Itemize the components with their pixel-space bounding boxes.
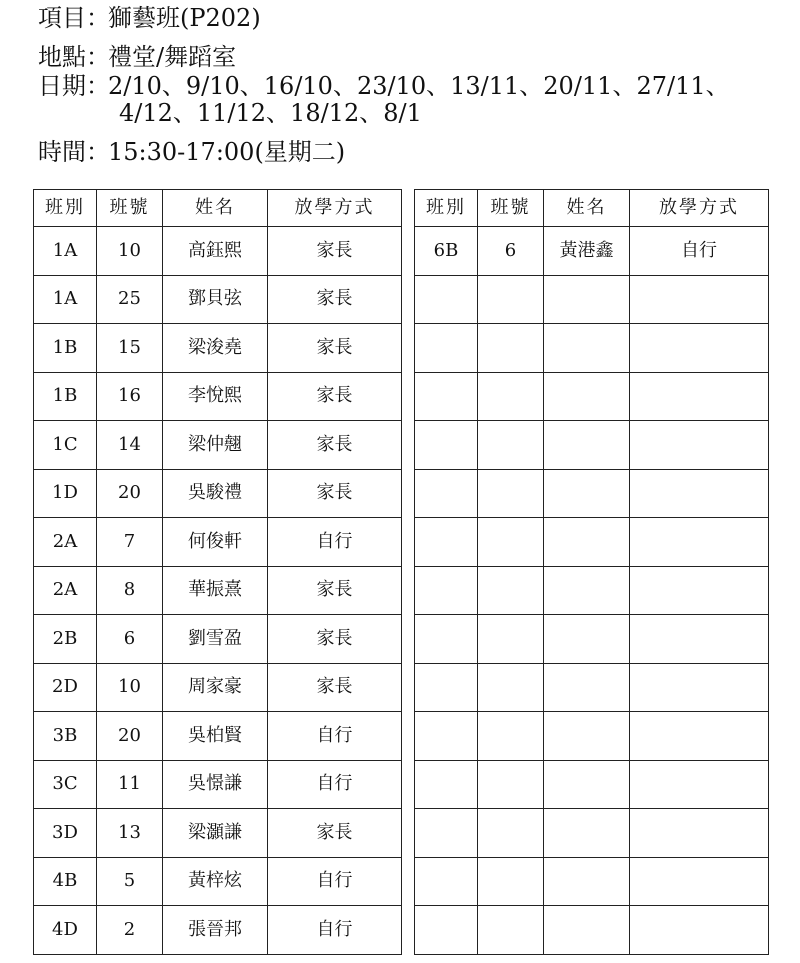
dates-value-line2: 4/12、11/12、18/12、8/1: [119, 99, 422, 127]
cell-class: 1D: [34, 469, 97, 518]
cell-class: [415, 615, 478, 664]
cell-dismissal: 自行: [268, 712, 402, 761]
cell-name: [544, 469, 630, 518]
cell-dismissal: 家長: [268, 469, 402, 518]
table-row: [34, 518, 402, 567]
table-header-row: [415, 190, 769, 227]
table-row: [415, 663, 769, 712]
colon: ：: [86, 72, 110, 100]
cell-number: 10: [97, 663, 163, 712]
cell-name: [544, 324, 630, 373]
cell-class: [415, 324, 478, 373]
table-row: [415, 372, 769, 421]
cell-name: 華振熹: [163, 566, 268, 615]
table-row: [415, 712, 769, 761]
table-row: [415, 469, 769, 518]
cell-name: 鄧貝弦: [163, 275, 268, 324]
cell-class: [415, 469, 478, 518]
item-line: [38, 4, 261, 32]
cell-number: 6: [97, 615, 163, 664]
cell-dismissal: 自行: [268, 760, 402, 809]
cell-class: 4D: [34, 906, 97, 955]
cell-number: [478, 566, 544, 615]
col-header-name: 姓名: [163, 190, 268, 227]
table-row: [415, 809, 769, 858]
table-row: [415, 518, 769, 567]
cell-number: 25: [97, 275, 163, 324]
cell-class: 2A: [34, 566, 97, 615]
cell-number: 20: [97, 712, 163, 761]
cell-number: 2: [97, 906, 163, 955]
cell-class: 4B: [34, 857, 97, 906]
cell-number: 8: [97, 566, 163, 615]
cell-number: 20: [97, 469, 163, 518]
cell-name: 吳憬謙: [163, 760, 268, 809]
cell-dismissal: [630, 469, 769, 518]
cell-name: 李悅熙: [163, 372, 268, 421]
table-row: [415, 615, 769, 664]
time-value: 15:30-17:00(星期二): [108, 138, 346, 166]
cell-number: [478, 663, 544, 712]
cell-number: 16: [97, 372, 163, 421]
cell-dismissal: 家長: [268, 227, 402, 276]
cell-class: [415, 712, 478, 761]
cell-class: [415, 663, 478, 712]
colon: ：: [86, 43, 110, 71]
dates-label: 日期: [38, 72, 86, 100]
cell-dismissal: 家長: [268, 421, 402, 470]
cell-number: 5: [97, 857, 163, 906]
cell-number: [478, 275, 544, 324]
col-header-name: 姓名: [544, 190, 630, 227]
table-row: [34, 760, 402, 809]
cell-name: 張晉邦: [163, 906, 268, 955]
cell-number: 7: [97, 518, 163, 567]
cell-number: [478, 518, 544, 567]
cell-number: 11: [97, 760, 163, 809]
cell-name: 梁浚堯: [163, 324, 268, 373]
cell-number: [478, 469, 544, 518]
cell-name: 劉雪盈: [163, 615, 268, 664]
cell-number: 6: [478, 227, 544, 276]
cell-dismissal: [630, 615, 769, 664]
cell-dismissal: [630, 760, 769, 809]
cell-dismissal: [630, 324, 769, 373]
table-row: [415, 324, 769, 373]
cell-class: [415, 372, 478, 421]
table-row: [415, 227, 769, 276]
cell-class: 2A: [34, 518, 97, 567]
cell-number: [478, 906, 544, 955]
cell-dismissal: [630, 421, 769, 470]
cell-number: [478, 324, 544, 373]
cell-name: [544, 809, 630, 858]
cell-dismissal: [630, 372, 769, 421]
cell-name: [544, 372, 630, 421]
cell-name: [544, 518, 630, 567]
cell-number: [478, 760, 544, 809]
cell-number: [478, 857, 544, 906]
cell-dismissal: [630, 275, 769, 324]
cell-dismissal: [630, 712, 769, 761]
cell-class: 1B: [34, 324, 97, 373]
cell-number: [478, 421, 544, 470]
table-row: [34, 227, 402, 276]
cell-class: [415, 809, 478, 858]
table-row: [34, 712, 402, 761]
table-header-row: [34, 190, 402, 227]
cell-name: 周家豪: [163, 663, 268, 712]
cell-dismissal: 家長: [268, 324, 402, 373]
cell-class: 2B: [34, 615, 97, 664]
cell-class: [415, 566, 478, 615]
cell-dismissal: 自行: [630, 227, 769, 276]
cell-name: 何俊軒: [163, 518, 268, 567]
col-header-dismissal: 放學方式: [268, 190, 402, 227]
table-row: [34, 566, 402, 615]
col-header-number: 班號: [97, 190, 163, 227]
cell-number: [478, 615, 544, 664]
time-line: [38, 138, 345, 166]
table-row: [415, 906, 769, 955]
location-value: 禮堂/舞蹈室: [108, 43, 237, 71]
cell-dismissal: 家長: [268, 566, 402, 615]
cell-name: 吳駿禮: [163, 469, 268, 518]
cell-name: [544, 712, 630, 761]
col-header-class: 班別: [34, 190, 97, 227]
cell-class: 2D: [34, 663, 97, 712]
cell-dismissal: 自行: [268, 906, 402, 955]
cell-class: [415, 760, 478, 809]
cell-name: 高鈺熙: [163, 227, 268, 276]
col-header-class: 班別: [415, 190, 478, 227]
table-row: [34, 324, 402, 373]
cell-dismissal: [630, 906, 769, 955]
cell-class: 3C: [34, 760, 97, 809]
cell-class: 3B: [34, 712, 97, 761]
cell-number: 14: [97, 421, 163, 470]
cell-class: [415, 421, 478, 470]
cell-dismissal: 自行: [268, 518, 402, 567]
cell-name: 吳柏賢: [163, 712, 268, 761]
table-row: [415, 857, 769, 906]
cell-number: 10: [97, 227, 163, 276]
cell-dismissal: [630, 663, 769, 712]
colon: ：: [86, 4, 110, 32]
table-row: [415, 275, 769, 324]
location-line: [38, 43, 236, 71]
cell-class: [415, 518, 478, 567]
cell-name: [544, 857, 630, 906]
colon: ：: [86, 138, 110, 166]
cell-name: [544, 663, 630, 712]
roster-table-right: [414, 189, 769, 955]
dates-line: [38, 72, 730, 100]
cell-class: 1A: [34, 275, 97, 324]
cell-dismissal: [630, 857, 769, 906]
cell-class: 3D: [34, 809, 97, 858]
table-row: [34, 906, 402, 955]
cell-dismissal: 家長: [268, 372, 402, 421]
time-label: 時間: [38, 138, 86, 166]
cell-number: [478, 809, 544, 858]
cell-dismissal: 自行: [268, 857, 402, 906]
cell-dismissal: 家長: [268, 275, 402, 324]
cell-name: [544, 760, 630, 809]
cell-class: 1C: [34, 421, 97, 470]
cell-number: 13: [97, 809, 163, 858]
item-label: 項目: [38, 4, 86, 32]
cell-class: 1B: [34, 372, 97, 421]
table-row: [34, 469, 402, 518]
cell-name: [544, 566, 630, 615]
table-row: [415, 421, 769, 470]
location-label: 地點: [38, 43, 86, 71]
cell-number: [478, 712, 544, 761]
cell-name: [544, 906, 630, 955]
table-row: [34, 275, 402, 324]
cell-class: [415, 906, 478, 955]
cell-name: 黃港鑫: [544, 227, 630, 276]
cell-class: [415, 857, 478, 906]
cell-dismissal: [630, 518, 769, 567]
cell-number: 15: [97, 324, 163, 373]
table-row: [415, 566, 769, 615]
table-row: [34, 615, 402, 664]
roster-table-left: [33, 189, 402, 955]
cell-name: [544, 275, 630, 324]
dates-value-line1: 2/10、9/10、16/10、23/10、13/11、20/11、27/11、: [108, 72, 730, 100]
cell-name: 梁灝謙: [163, 809, 268, 858]
col-header-dismissal: 放學方式: [630, 190, 769, 227]
cell-class: 1A: [34, 227, 97, 276]
table-row: [415, 760, 769, 809]
table-row: [34, 857, 402, 906]
table-row: [34, 663, 402, 712]
cell-dismissal: 家長: [268, 615, 402, 664]
cell-number: [478, 372, 544, 421]
cell-name: 黃梓炫: [163, 857, 268, 906]
col-header-number: 班號: [478, 190, 544, 227]
cell-class: [415, 275, 478, 324]
cell-dismissal: 家長: [268, 809, 402, 858]
cell-dismissal: 家長: [268, 663, 402, 712]
table-row: [34, 372, 402, 421]
cell-class: 6B: [415, 227, 478, 276]
table-row: [34, 809, 402, 858]
cell-name: [544, 615, 630, 664]
cell-dismissal: [630, 809, 769, 858]
cell-dismissal: [630, 566, 769, 615]
cell-name: [544, 421, 630, 470]
cell-name: 梁仲翹: [163, 421, 268, 470]
table-row: [34, 421, 402, 470]
item-value: 獅藝班(P202): [108, 4, 261, 32]
